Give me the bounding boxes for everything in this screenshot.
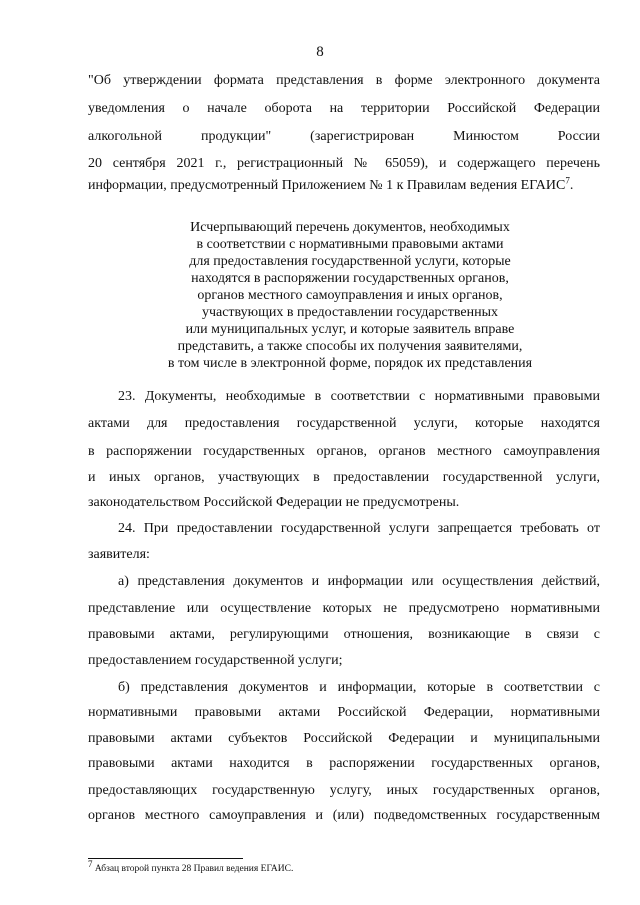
- text-line: заявителя:: [88, 547, 150, 562]
- text-line: органов местного самоуправления и (или) подведомственных государственным: [88, 808, 600, 823]
- text-line: предоставляющих государственную услугу, иных государственных органов,: [88, 783, 600, 798]
- footnote-reference: 7: [565, 175, 570, 186]
- text-line: 24. При предоставлении государственной услуги запрещается требовать от: [118, 521, 600, 536]
- section-heading-line: или муниципальных услуг, и которые заявитель вправе: [185, 322, 515, 337]
- section-heading-line: представить, а также способы их получения заявителями,: [177, 339, 523, 354]
- section-heading-line: органов местного самоуправления и иных органов,: [197, 288, 503, 303]
- text-line: представление или осуществление которых не предусмотрено нормативными: [88, 601, 600, 616]
- text-line: уведомления о начале оборота на территории Российской Федерации: [88, 101, 600, 116]
- section-heading-line: находятся в распоряжении государственных органов,: [191, 271, 509, 286]
- text-line: правовыми актами находится в распоряжении государственных органов,: [88, 756, 600, 771]
- footnote-separator: [88, 858, 243, 859]
- text-line: законодательством Российской Федерации не предусмотрены.: [88, 495, 460, 510]
- text-line: предоставлением государственной услуги;: [88, 653, 343, 668]
- text-line: актами для предоставления государственной услуги, которые находятся: [88, 416, 600, 431]
- section-heading-line: для предоставления государственной услуги, которые: [189, 254, 511, 269]
- text-line: 23. Документы, необходимые в соответствии с нормативными правовыми: [118, 389, 600, 404]
- text-line-end: .: [569, 178, 574, 193]
- text-line: 20 сентября 2021 г., регистрационный № 65059), и содержащего перечень: [88, 156, 600, 171]
- section-heading-line: в том числе в электронной форме, порядок их представления: [167, 356, 533, 371]
- footnote-mark: 7: [88, 859, 93, 869]
- section-heading-line: в соответствии с нормативными правовыми актами: [196, 237, 504, 252]
- text-line: б) представления документов и информации, которые в соответствии с: [118, 680, 600, 695]
- section-heading-line: участвующих в предоставлении государственных: [201, 305, 499, 320]
- text-line: алкогольной продукции" (зарегистрирован Минюстом России: [88, 129, 600, 144]
- text-line: [88, 177, 573, 195]
- text-line: и иных органов, участвующих в предоставлении государственной услуги,: [88, 470, 600, 485]
- footnote: [88, 859, 294, 875]
- text-line: правовыми актами, регулирующими отношения, возникающие в связи с: [88, 627, 600, 642]
- page-number: 8: [316, 44, 324, 60]
- text-line: правовыми актами субъектов Российской Федерации и муниципальными: [88, 731, 600, 746]
- footnote-text: Абзац второй пункта 28 Правил ведения ЕГАИС.: [92, 864, 294, 875]
- text-line-content: информации, предусмотренный Приложением № 1 к Правилам ведения ЕГАИС: [88, 178, 566, 193]
- section-heading-line: Исчерпывающий перечень документов, необходимых: [190, 220, 510, 235]
- text-line: "Об утверждении формата представления в форме электронного документа: [88, 73, 600, 88]
- text-line: а) представления документов и информации или осуществления действий,: [118, 574, 600, 589]
- text-line: в распоряжении государственных органов, органов местного самоуправления: [88, 444, 600, 459]
- text-line: нормативными правовыми актами Российской Федерации, нормативными: [88, 705, 600, 720]
